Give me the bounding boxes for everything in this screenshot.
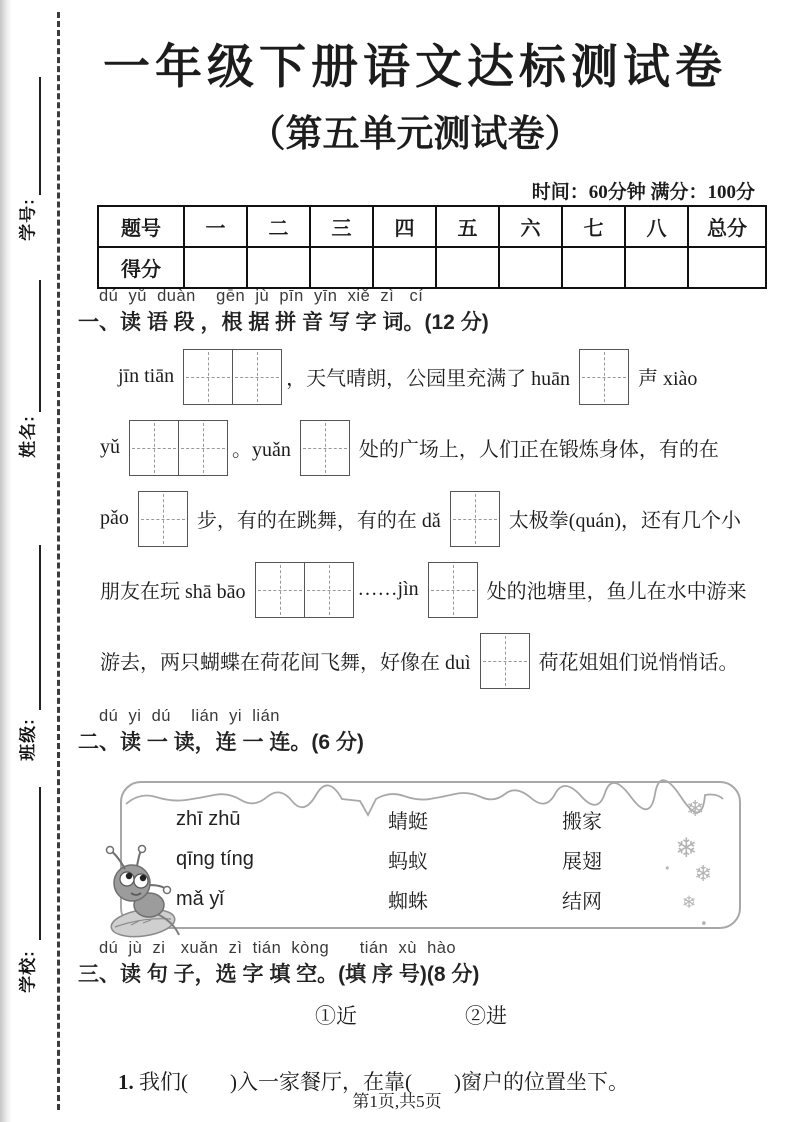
match-action-item[interactable]: 搬家 bbox=[562, 810, 602, 833]
snowflake-icon: ❄ bbox=[682, 893, 697, 913]
score-entry-cell[interactable] bbox=[184, 247, 247, 288]
writing-box-cell[interactable] bbox=[451, 492, 499, 546]
score-table-column-header: 七 bbox=[562, 206, 625, 247]
passage-text: 步，有的在跳舞，有的在 dǎ bbox=[191, 510, 446, 532]
match-row bbox=[176, 879, 716, 919]
match-pinyin-item[interactable]: mǎ yǐ bbox=[176, 887, 224, 910]
section1-passage bbox=[100, 341, 772, 696]
school-label: 学校: bbox=[18, 950, 38, 993]
character-writing-box[interactable] bbox=[183, 349, 282, 405]
match-action-item[interactable]: 结网 bbox=[562, 890, 602, 913]
page-title: 一年级下册语文达标测试卷 bbox=[103, 42, 727, 94]
score-entry-cell[interactable] bbox=[499, 247, 562, 288]
match-word-item[interactable]: 蜻蜓 bbox=[388, 810, 428, 833]
score-row-label: 得分 bbox=[98, 247, 184, 288]
writing-box-cell[interactable] bbox=[232, 350, 281, 404]
passage-text: 游去，两只蝴蝶在荷花间飞舞，好像在 duì bbox=[100, 652, 476, 674]
score-entry-cell[interactable] bbox=[373, 247, 436, 288]
writing-box-cell[interactable] bbox=[184, 350, 232, 404]
score-table-column-header: 总分 bbox=[688, 206, 766, 247]
snowflake-icon: ❄ bbox=[686, 797, 705, 822]
name-blank-line[interactable] bbox=[39, 280, 41, 412]
character-writing-box[interactable] bbox=[579, 349, 629, 405]
score-table-score-row bbox=[98, 247, 766, 288]
score-table-column-header: 五 bbox=[436, 206, 499, 247]
sidebar-divider-dashed-line bbox=[57, 12, 60, 1110]
passage-text: yǔ bbox=[100, 436, 125, 458]
option-1-jin-near[interactable]: ①近 bbox=[315, 1004, 357, 1028]
score-table-column-header: 八 bbox=[625, 206, 688, 247]
school-blank-line[interactable] bbox=[39, 787, 41, 940]
writing-box-cell[interactable] bbox=[256, 563, 304, 617]
score-entry-cell[interactable] bbox=[247, 247, 310, 288]
passage-line bbox=[100, 341, 772, 412]
passage-line bbox=[100, 412, 772, 483]
dot-icon: • bbox=[700, 917, 708, 932]
passage-text: 处的池塘里，鱼儿在水中游来 bbox=[481, 581, 747, 603]
score-table-column-header: 六 bbox=[499, 206, 562, 247]
passage-text: 朋友在玩 shā bāo bbox=[100, 581, 251, 603]
ant-cartoon-icon bbox=[103, 843, 183, 941]
writing-box-cell[interactable] bbox=[304, 563, 353, 617]
page-footer: 第1页,共5页 bbox=[352, 1092, 442, 1111]
score-table-header-row bbox=[98, 206, 766, 247]
writing-box-cell[interactable] bbox=[178, 421, 227, 475]
score-entry-cell[interactable] bbox=[625, 247, 688, 288]
writing-box-cell[interactable] bbox=[580, 350, 628, 404]
passage-text: ……jìn bbox=[357, 578, 424, 600]
class-label: 班级: bbox=[18, 718, 38, 761]
character-writing-box[interactable] bbox=[428, 562, 478, 618]
matching-exercise bbox=[176, 799, 716, 919]
score-table bbox=[97, 205, 767, 289]
dot-icon: • bbox=[664, 862, 671, 875]
character-writing-box[interactable] bbox=[300, 420, 350, 476]
passage-line bbox=[100, 554, 772, 625]
match-row bbox=[176, 839, 716, 879]
name-label: 姓名: bbox=[18, 415, 38, 458]
student-id-label: 学号: bbox=[18, 198, 38, 241]
sentence-1-number: 1. bbox=[118, 1070, 134, 1094]
snowflake-icon: ❄ bbox=[694, 862, 713, 887]
match-row bbox=[176, 799, 716, 839]
passage-text: 处的广场上，人们正在锻炼身体，有的在 bbox=[353, 439, 719, 461]
match-action-item[interactable]: 展翅 bbox=[562, 850, 602, 873]
passage-text: pǎo bbox=[100, 507, 134, 529]
section2-pinyin: dú yi dú lián yi lián bbox=[99, 707, 280, 725]
character-writing-box[interactable] bbox=[138, 491, 188, 547]
passage-text: ，天气晴朗，公园里充满了 huān bbox=[286, 368, 575, 390]
writing-box-cell[interactable] bbox=[139, 492, 187, 546]
section2-heading: 二、读 一 读，连 一 连。(6 分) bbox=[78, 731, 364, 754]
passage-text: 荷花姐姐们说悄悄话。 bbox=[533, 652, 739, 674]
writing-box-cell[interactable] bbox=[130, 421, 178, 475]
sentence-1-text: 我们( )入一家餐厅，在靠( )窗户的位置坐下。 bbox=[133, 1070, 629, 1094]
writing-box-cell[interactable] bbox=[429, 563, 477, 617]
passage-text: jīn tiān bbox=[118, 365, 180, 387]
section1-pinyin: dú yǔ duàn gēn jù pīn yīn xiě zì cí bbox=[99, 287, 424, 305]
section3-pinyin: dú jù zi xuǎn zì tián kòng tián xù hào bbox=[99, 939, 457, 957]
passage-line bbox=[100, 483, 772, 554]
page-subtitle: （第五单元测试卷） bbox=[248, 114, 582, 155]
writing-box-cell[interactable] bbox=[301, 421, 349, 475]
character-writing-box[interactable] bbox=[480, 633, 530, 689]
passage-text: 。yuǎn bbox=[232, 439, 296, 461]
score-entry-cell[interactable] bbox=[310, 247, 373, 288]
character-writing-box[interactable] bbox=[255, 562, 354, 618]
score-table-column-header: 三 bbox=[310, 206, 373, 247]
score-entry-cell[interactable] bbox=[688, 247, 766, 288]
score-table-column-header: 二 bbox=[247, 206, 310, 247]
score-entry-cell[interactable] bbox=[562, 247, 625, 288]
match-pinyin-item[interactable]: zhī zhū bbox=[176, 807, 241, 830]
passage-text: 声 xiào bbox=[633, 368, 698, 390]
section1-heading: 一、读 语 段 ，根 据 拼 音 写 字 词。(12 分) bbox=[78, 311, 489, 334]
score-table-column-header: 四 bbox=[373, 206, 436, 247]
score-table-corner-label: 题号 bbox=[98, 206, 184, 247]
class-blank-line[interactable] bbox=[39, 545, 41, 710]
scan-edge-shading bbox=[0, 0, 12, 1122]
match-word-item[interactable]: 蚂蚁 bbox=[388, 850, 428, 873]
score-table-column-header: 一 bbox=[184, 206, 247, 247]
match-pinyin-item[interactable]: qīng tíng bbox=[176, 847, 254, 870]
score-entry-cell[interactable] bbox=[436, 247, 499, 288]
passage-text: 太极拳(quán)，还有几个小 bbox=[503, 510, 741, 532]
option-2-jin-enter[interactable]: ②进 bbox=[465, 1004, 507, 1028]
passage-line bbox=[100, 625, 772, 696]
character-writing-box[interactable] bbox=[129, 420, 228, 476]
snowflake-icon: ❄ bbox=[675, 833, 698, 864]
time-and-score-info: 时间：60分钟 满分：100分 bbox=[531, 182, 755, 203]
match-word-item[interactable]: 蜘蛛 bbox=[388, 890, 428, 913]
character-writing-box[interactable] bbox=[450, 491, 500, 547]
section3-heading: 三、读 句 子，选 字 填 空。(填 序 号)(8 分) bbox=[78, 963, 480, 986]
writing-box-cell[interactable] bbox=[481, 634, 529, 688]
student-id-blank-line[interactable] bbox=[39, 77, 41, 195]
